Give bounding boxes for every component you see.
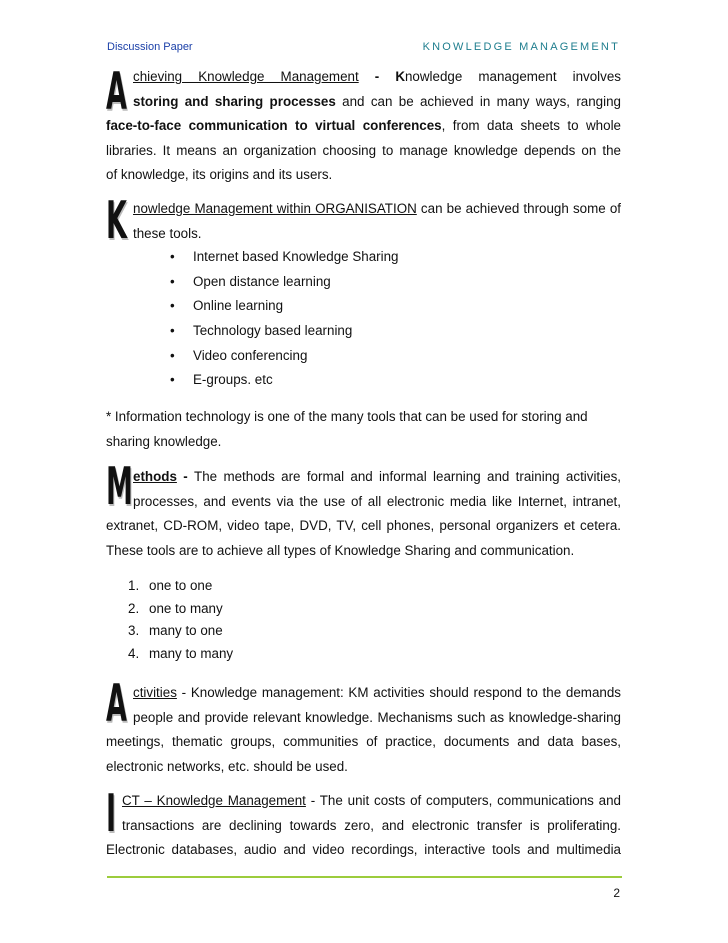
para-line: ctivities - Knowledge management: KM activities should respond to the demands xyxy=(133,685,621,700)
section-heading-link: nowledge Management within ORGANISATION xyxy=(133,201,417,216)
section-achieving xyxy=(106,62,621,188)
section-methods xyxy=(106,465,621,563)
drop-cap-a: A xyxy=(106,62,127,122)
para-line: storing and sharing processes and can be achieved in many ways, ranging xyxy=(133,93,621,109)
section-activities xyxy=(106,681,621,779)
drop-cap-k: K xyxy=(106,191,127,251)
page-number: 2 xyxy=(613,886,620,900)
header-title-right: KNOWLEDGE MANAGEMENT xyxy=(422,41,620,53)
info-technology-note: * Information technology is one of the many tools that can be used for storing and sharing knowledge. xyxy=(106,409,588,449)
para-line: electronic networks, etc. should be used. xyxy=(106,758,348,774)
list-item: 2. one to many xyxy=(128,600,223,616)
para-line: extranet, CD-ROM, video tape, DVD, TV, cell phones, personal organizers et cetera. xyxy=(106,518,621,533)
section-heading-link: ethods xyxy=(133,469,177,484)
para-line: chieving Knowledge Management - Knowledge management involves xyxy=(133,69,621,84)
list-item: 4. many to many xyxy=(128,645,234,661)
para-line: these tools. xyxy=(133,225,202,241)
para-line: CT – Knowledge Management - The unit costs of computers, communications and xyxy=(122,793,621,808)
list-item: • E-groups. etc xyxy=(170,372,273,388)
list-item: • Internet based Knowledge Sharing xyxy=(170,249,399,264)
para-line: nowledge Management within ORGANISATION can be achieved through some of xyxy=(133,201,621,216)
section-heading-link: chieving Knowledge Management xyxy=(133,69,359,84)
para-line: These tools are to achieve all types of Knowledge Sharing and communication. xyxy=(106,542,575,558)
list-item: 3. many to one xyxy=(128,623,223,639)
para-line: ethods - The methods are formal and informal learning and training activities, xyxy=(133,469,621,484)
section-heading-link: CT – Knowledge Management xyxy=(122,793,306,808)
section-km-organisation xyxy=(106,191,621,251)
para-line: meetings, thematic groups, communities of practice, documents and data bases, xyxy=(106,734,621,749)
drop-cap-a-activities: A xyxy=(106,674,127,734)
para-line: transactions are declining towards zero, and electronic transfer is proliferating. xyxy=(122,817,621,833)
numbered-list xyxy=(128,575,233,665)
list-item: 1. one to one xyxy=(128,578,213,593)
para-line: processes, and events via the use of all electronic media like Internet, intranet, xyxy=(133,493,621,509)
drop-cap-i: I xyxy=(106,784,117,844)
list-item: • Open distance learning xyxy=(170,273,331,289)
drop-cap-m: M xyxy=(106,457,133,517)
header-title-left: Discussion Paper xyxy=(107,41,193,53)
list-item: • Technology based learning xyxy=(170,323,353,339)
bullet-list xyxy=(170,245,398,393)
para-line: libraries. It means an organization choosing to manage knowledge depends on the xyxy=(106,142,621,158)
para-line: face-to-face communication to virtual conferences, from data sheets to whole xyxy=(106,118,621,133)
para-line: of knowledge, its origins and its users. xyxy=(106,167,333,182)
list-item: • Video conferencing xyxy=(170,347,308,363)
list-item: • Online learning xyxy=(170,298,284,314)
section-heading-link: ctivities xyxy=(133,685,177,700)
para-line: people and provide relevant knowledge. Mechanisms such as knowledge-sharing xyxy=(133,709,621,725)
footer-divider xyxy=(107,876,622,878)
section-ict xyxy=(106,784,621,863)
para-line: Electronic databases, audio and video recordings, interactive tools and multimedia xyxy=(106,842,621,857)
